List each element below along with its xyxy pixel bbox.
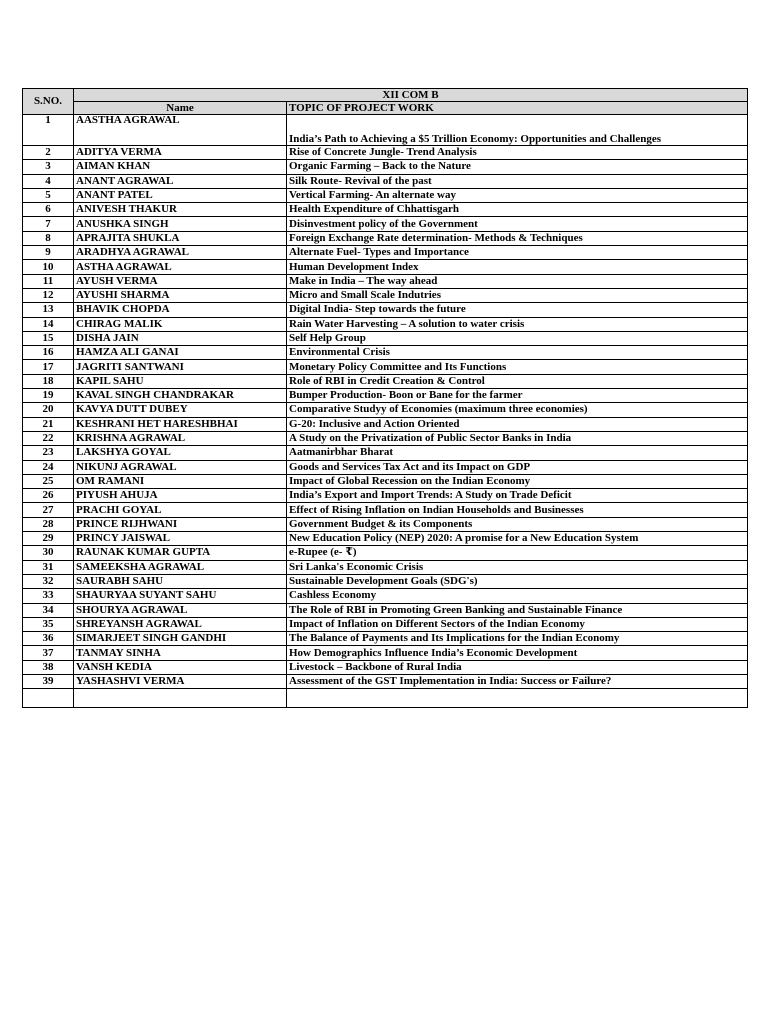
name-cell: BHAVIK CHOPDA: [74, 303, 287, 317]
sno-cell: 38: [23, 660, 74, 674]
name-cell: ANANT PATEL: [74, 188, 287, 202]
table-row: [23, 460, 748, 474]
topic-cell: Goods and Services Tax Act and its Impact on GDP: [287, 460, 748, 474]
name-cell: SHREYANSH AGRAWAL: [74, 617, 287, 631]
topic-cell: Silk Route- Revival of the past: [287, 174, 748, 188]
name-cell: RAUNAK KUMAR GUPTA: [74, 546, 287, 560]
name-cell: JAGRITI SANTWANI: [74, 360, 287, 374]
name-cell: KAPIL SAHU: [74, 374, 287, 388]
name-cell: KAVYA DUTT DUBEY: [74, 403, 287, 417]
table-row: [23, 303, 748, 317]
name-cell: KRISHNA AGRAWAL: [74, 431, 287, 445]
topic-cell: Alternate Fuel- Types and Importance: [287, 246, 748, 260]
name-cell: TANMAY SINHA: [74, 646, 287, 660]
table-row: [23, 174, 748, 188]
sno-cell: 15: [23, 331, 74, 345]
table-row: [23, 546, 748, 560]
name-cell: ASTHA AGRAWAL: [74, 260, 287, 274]
name-cell: ANUSHKA SINGH: [74, 217, 287, 231]
table-row: [23, 646, 748, 660]
table-row: [23, 560, 748, 574]
table-row: [23, 203, 748, 217]
topic-cell: Make in India – The way ahead: [287, 274, 748, 288]
name-cell: NIKUNJ AGRAWAL: [74, 460, 287, 474]
name-cell: LAKSHYA GOYAL: [74, 446, 287, 460]
sno-cell: 8: [23, 231, 74, 245]
sno-cell: 26: [23, 489, 74, 503]
sno-cell: 5: [23, 188, 74, 202]
topic-cell: Environmental Crisis: [287, 346, 748, 360]
topic-cell: Micro and Small Scale Indutries: [287, 288, 748, 302]
name-cell: KAVAL SINGH CHANDRAKAR: [74, 389, 287, 403]
topic-cell: The Balance of Payments and Its Implications for the Indian Economy: [287, 632, 748, 646]
topic-cell: Assessment of the GST Implementation in India: Success or Failure?: [287, 674, 748, 688]
sno-cell: 13: [23, 303, 74, 317]
name-cell: PIYUSH AHUJA: [74, 489, 287, 503]
name-cell: VANSH KEDIA: [74, 660, 287, 674]
topic-cell: Livestock – Backbone of Rural India: [287, 660, 748, 674]
sno-cell: 24: [23, 460, 74, 474]
sno-cell: 14: [23, 317, 74, 331]
sno-cell: 35: [23, 617, 74, 631]
sno-cell: 17: [23, 360, 74, 374]
name-cell: SIMARJEET SINGH GANDHI: [74, 632, 287, 646]
topic-cell: Rain Water Harvesting – A solution to water crisis: [287, 317, 748, 331]
topic-cell: Sri Lanka's Economic Crisis: [287, 560, 748, 574]
sno-cell: 20: [23, 403, 74, 417]
table-row: [23, 446, 748, 460]
sno-header: S.NO.: [23, 89, 74, 115]
topic-cell: Effect of Rising Inflation on Indian Households and Businesses: [287, 503, 748, 517]
topic-cell: The Role of RBI in Promoting Green Banking and Sustainable Finance: [287, 603, 748, 617]
sno-cell: 28: [23, 517, 74, 531]
table-row: [23, 574, 748, 588]
table-row: [23, 146, 748, 160]
name-cell: SHOURYA AGRAWAL: [74, 603, 287, 617]
table-row: [23, 160, 748, 174]
name-cell: ANANT AGRAWAL: [74, 174, 287, 188]
topic-cell: e-Rupee (e- ₹): [287, 546, 748, 560]
table-row: [23, 389, 748, 403]
name-cell: AIMAN KHAN: [74, 160, 287, 174]
topic-cell: Cashless Economy: [287, 589, 748, 603]
name-cell: CHIRAG MALIK: [74, 317, 287, 331]
sno-cell: 2: [23, 146, 74, 160]
topic-cell: Sustainable Development Goals (SDG's): [287, 574, 748, 588]
name-cell: AYUSH VERMA: [74, 274, 287, 288]
topic-cell: Vertical Farming- An alternate way: [287, 188, 748, 202]
topic-cell: Human Development Index: [287, 260, 748, 274]
table-row: [23, 317, 748, 331]
topic-header: TOPIC OF PROJECT WORK: [287, 102, 748, 115]
empty-cell: [287, 689, 748, 708]
topic-cell: Rise of Concrete Jungle- Trend Analysis: [287, 146, 748, 160]
name-cell: ARADHYA AGRAWAL: [74, 246, 287, 260]
table-row: [23, 617, 748, 631]
empty-cell: [23, 689, 74, 708]
table-row: [23, 632, 748, 646]
sno-cell: 39: [23, 674, 74, 688]
table-row: [23, 431, 748, 445]
name-cell: PRACHI GOYAL: [74, 503, 287, 517]
table-row: [23, 217, 748, 231]
topic-cell: India’s Export and Import Trends: A Study on Trade Deficit: [287, 489, 748, 503]
topic-cell: Organic Farming – Back to the Nature: [287, 160, 748, 174]
sno-cell: 19: [23, 389, 74, 403]
topic-cell: Comparative Studyy of Economies (maximum three economies): [287, 403, 748, 417]
class-header: XII COM B: [74, 89, 748, 102]
topic-cell: Government Budget & its Components: [287, 517, 748, 531]
table-row: [23, 674, 748, 688]
sno-cell: 18: [23, 374, 74, 388]
name-cell: SHAURYAA SUYANT SAHU: [74, 589, 287, 603]
table-row: [23, 231, 748, 245]
project-topic-table: [22, 88, 748, 708]
name-cell: AASTHA AGRAWAL: [74, 115, 287, 146]
table-row: [23, 260, 748, 274]
table-row: [23, 346, 748, 360]
name-cell: AYUSHI SHARMA: [74, 288, 287, 302]
table-row: [23, 517, 748, 531]
name-cell: KESHRANI HET HARESHBHAI: [74, 417, 287, 431]
name-cell: APRAJITA SHUKLA: [74, 231, 287, 245]
sno-cell: 29: [23, 532, 74, 546]
topic-cell: G-20: Inclusive and Action Oriented: [287, 417, 748, 431]
name-cell: SAMEEKSHA AGRAWAL: [74, 560, 287, 574]
table-row: [23, 246, 748, 260]
topic-cell: Bumper Production- Boon or Bane for the farmer: [287, 389, 748, 403]
empty-row: [23, 689, 748, 708]
topic-cell: Self Help Group: [287, 331, 748, 345]
name-cell: ANIVESH THAKUR: [74, 203, 287, 217]
sno-cell: 10: [23, 260, 74, 274]
sno-cell: 21: [23, 417, 74, 431]
sno-cell: 12: [23, 288, 74, 302]
table-row: [23, 331, 748, 345]
sno-cell: 27: [23, 503, 74, 517]
topic-cell: Disinvestment policy of the Government: [287, 217, 748, 231]
topic-cell: India’s Path to Achieving a $5 Trillion Economy: Opportunities and Challenges: [287, 115, 748, 146]
table-row: [23, 503, 748, 517]
name-cell: HAMZA ALI GANAI: [74, 346, 287, 360]
name-cell: ADITYA VERMA: [74, 146, 287, 160]
table-body: [23, 115, 748, 708]
table-row: [23, 532, 748, 546]
sno-cell: 22: [23, 431, 74, 445]
table-row: [23, 274, 748, 288]
topic-cell: A Study on the Privatization of Public Sector Banks in India: [287, 431, 748, 445]
sno-cell: 6: [23, 203, 74, 217]
topic-cell: Health Expenditure of Chhattisgarh: [287, 203, 748, 217]
table-row: [23, 360, 748, 374]
sno-cell: 30: [23, 546, 74, 560]
table-row: [23, 288, 748, 302]
topic-cell: How Demographics Influence India’s Economic Development: [287, 646, 748, 660]
sno-cell: 4: [23, 174, 74, 188]
sno-cell: 36: [23, 632, 74, 646]
name-cell: SAURABH SAHU: [74, 574, 287, 588]
topic-cell: Digital India- Step towards the future: [287, 303, 748, 317]
table-row: [23, 115, 748, 146]
sno-cell: 31: [23, 560, 74, 574]
topic-cell: Monetary Policy Committee and Its Functions: [287, 360, 748, 374]
table-row: [23, 403, 748, 417]
sno-cell: 1: [23, 115, 74, 146]
table-row: [23, 374, 748, 388]
sno-cell: 11: [23, 274, 74, 288]
topic-cell: Foreign Exchange Rate determination- Methods & Techniques: [287, 231, 748, 245]
table-row: [23, 603, 748, 617]
topic-cell: New Education Policy (NEP) 2020: A promise for a New Education System: [287, 532, 748, 546]
sno-cell: 37: [23, 646, 74, 660]
sno-cell: 32: [23, 574, 74, 588]
sno-cell: 25: [23, 474, 74, 488]
table-row: [23, 589, 748, 603]
empty-cell: [74, 689, 287, 708]
table-row: [23, 660, 748, 674]
topic-cell: Aatmanirbhar Bharat: [287, 446, 748, 460]
table-row: [23, 188, 748, 202]
name-cell: YASHASHVI VERMA: [74, 674, 287, 688]
name-cell: OM RAMANI: [74, 474, 287, 488]
table-header: [23, 89, 748, 115]
table-row: [23, 489, 748, 503]
topic-cell: Impact of Global Recession on the Indian Economy: [287, 474, 748, 488]
name-cell: PRINCY JAISWAL: [74, 532, 287, 546]
sno-cell: 16: [23, 346, 74, 360]
sno-cell: 9: [23, 246, 74, 260]
name-cell: PRINCE RIJHWANI: [74, 517, 287, 531]
topic-cell: Role of RBI in Credit Creation & Control: [287, 374, 748, 388]
sno-cell: 7: [23, 217, 74, 231]
table-row: [23, 474, 748, 488]
table-row: [23, 417, 748, 431]
sno-cell: 34: [23, 603, 74, 617]
name-cell: DISHA JAIN: [74, 331, 287, 345]
topic-cell: Impact of Inflation on Different Sectors of the Indian Economy: [287, 617, 748, 631]
sno-cell: 23: [23, 446, 74, 460]
name-header: Name: [74, 102, 287, 115]
sno-cell: 33: [23, 589, 74, 603]
sno-cell: 3: [23, 160, 74, 174]
